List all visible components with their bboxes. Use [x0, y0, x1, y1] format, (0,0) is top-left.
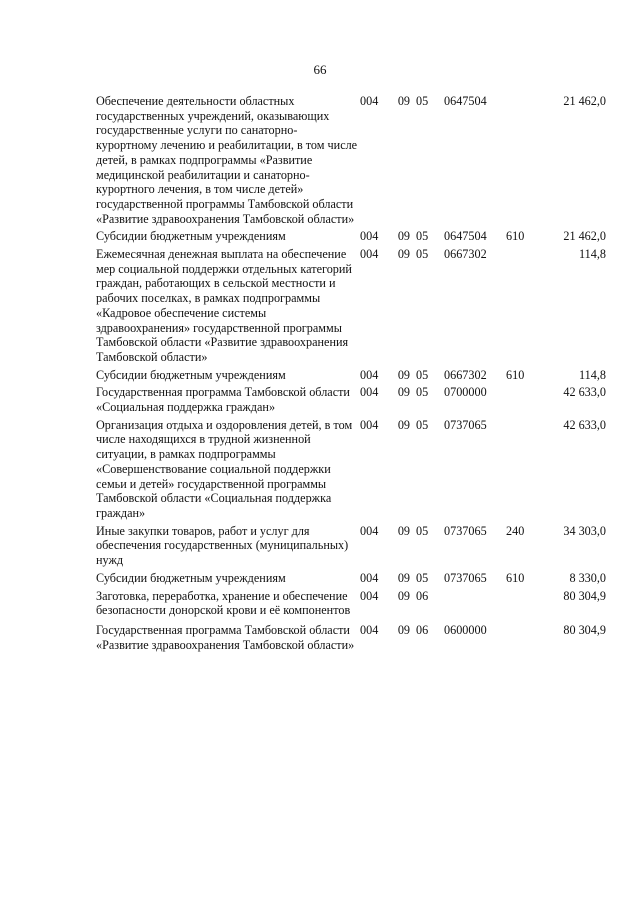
- row-name: Организация отдыха и оздоровления детей, в том числе находящихся в трудной жизненной ситуации, в рамках подпрограммы «Совершенствование социальной поддержки семьи и детей» государственной программы Тамбовской области «Социальная поддержка граждан»: [96, 417, 353, 520]
- row-name: Субсидии бюджетным учреждениям: [96, 570, 286, 585]
- row-pr: 06: [416, 622, 429, 637]
- table-row: [96, 524, 606, 568]
- row-rz: 09: [397, 94, 410, 108]
- row-csr: 0737065: [444, 417, 487, 432]
- budget-table: [96, 94, 606, 652]
- table-row: [96, 247, 606, 365]
- row-name: Субсидии бюджетным учреждениям: [96, 229, 286, 244]
- row-name: Заготовка, переработка, хранение и обеспечение безопасности донорской крови и её компонентов: [96, 588, 351, 618]
- row-pr: 05: [416, 367, 429, 382]
- row-pr: 05: [416, 94, 429, 108]
- table-row: [96, 571, 606, 586]
- row-ved: 004: [360, 417, 379, 432]
- row-sum: 34 303,0: [563, 523, 606, 538]
- row-pr: 05: [416, 417, 429, 432]
- row-rz: 09: [397, 622, 410, 637]
- row-sum: 42 633,0: [563, 417, 606, 432]
- table-row: [96, 385, 606, 414]
- row-pr: 05: [416, 523, 429, 538]
- row-vr: 610: [506, 367, 525, 382]
- row-vr: 610: [506, 570, 525, 585]
- table-row: [96, 589, 606, 618]
- row-sum: 21 462,0: [563, 229, 606, 244]
- row-name: Государственная программа Тамбовской области «Социальная поддержка граждан»: [96, 385, 350, 415]
- row-ved: 004: [360, 247, 379, 262]
- row-rz: 09: [397, 367, 410, 382]
- row-pr: 05: [416, 229, 429, 244]
- row-rz: 09: [397, 247, 410, 262]
- row-csr: 0600000: [444, 622, 487, 637]
- row-rz: 09: [397, 523, 410, 538]
- row-csr: 0700000: [444, 385, 487, 400]
- row-name: Обеспечение деятельности областных государственных учреждений, оказывающих государственные услуги по санаторно-курортному лечению и реабилитации, в том числе детей, в рамках подпрограммы «Развитие медицинской реабилитации и санаторно-курортного лечения, в том числе детей» государственной программы Тамбовской области «Развитие здравоохранения Тамбовской области»: [96, 94, 358, 226]
- row-rz: 09: [397, 417, 410, 432]
- table-row: [96, 623, 606, 652]
- row-name: Субсидии бюджетным учреждениям: [96, 367, 286, 382]
- row-csr: 0647504: [444, 229, 487, 244]
- row-ved: 004: [360, 588, 379, 603]
- row-name: Иные закупки товаров, работ и услуг для обеспечения государственных (муниципальных) нужд: [96, 523, 349, 568]
- table-row: [96, 229, 606, 244]
- row-pr: 06: [416, 588, 429, 603]
- table-row: [96, 94, 606, 226]
- row-ved: 004: [360, 523, 379, 538]
- row-sum: 114,8: [579, 367, 606, 382]
- row-sum: 80 304,9: [563, 622, 606, 637]
- row-ved: 004: [360, 367, 379, 382]
- row-ved: 004: [360, 622, 379, 637]
- row-ved: 004: [360, 94, 379, 108]
- row-csr: 0737065: [444, 523, 487, 538]
- row-sum: 114,8: [579, 247, 606, 262]
- row-csr: 0667302: [444, 247, 487, 262]
- row-sum: 8 330,0: [569, 570, 606, 585]
- row-ved: 004: [360, 570, 379, 585]
- table-row: [96, 418, 606, 521]
- row-ved: 004: [360, 385, 379, 400]
- row-rz: 09: [397, 588, 410, 603]
- page-number: 66: [313, 62, 327, 77]
- row-name: Государственная программа Тамбовской области «Развитие здравоохранения Тамбовской области»: [96, 622, 355, 652]
- row-csr: 0737065: [444, 570, 487, 585]
- row-sum: 42 633,0: [563, 385, 606, 400]
- row-pr: 05: [416, 385, 429, 400]
- row-pr: 05: [416, 570, 429, 585]
- row-sum: 80 304,9: [563, 588, 606, 603]
- row-vr: 240: [506, 523, 525, 538]
- row-rz: 09: [397, 229, 410, 244]
- row-pr: 05: [416, 247, 429, 262]
- table-row: [96, 368, 606, 383]
- row-rz: 09: [397, 385, 410, 400]
- row-rz: 09: [397, 570, 410, 585]
- row-name: Ежемесячная денежная выплата на обеспечение мер социальной поддержки отдельных категорий граждан, работающих в сельской местности и рабочих поселках, в рамках подпрограммы «Кадровое обеспечение системы здравоохранения» государственной программы Тамбовской области «Развитие здравоохранения Тамбовской области»: [96, 247, 352, 364]
- row-sum: 21 462,0: [563, 94, 606, 108]
- row-csr: 0667302: [444, 367, 487, 382]
- row-vr: 610: [506, 229, 525, 244]
- row-ved: 004: [360, 229, 379, 244]
- row-csr: 0647504: [444, 94, 487, 108]
